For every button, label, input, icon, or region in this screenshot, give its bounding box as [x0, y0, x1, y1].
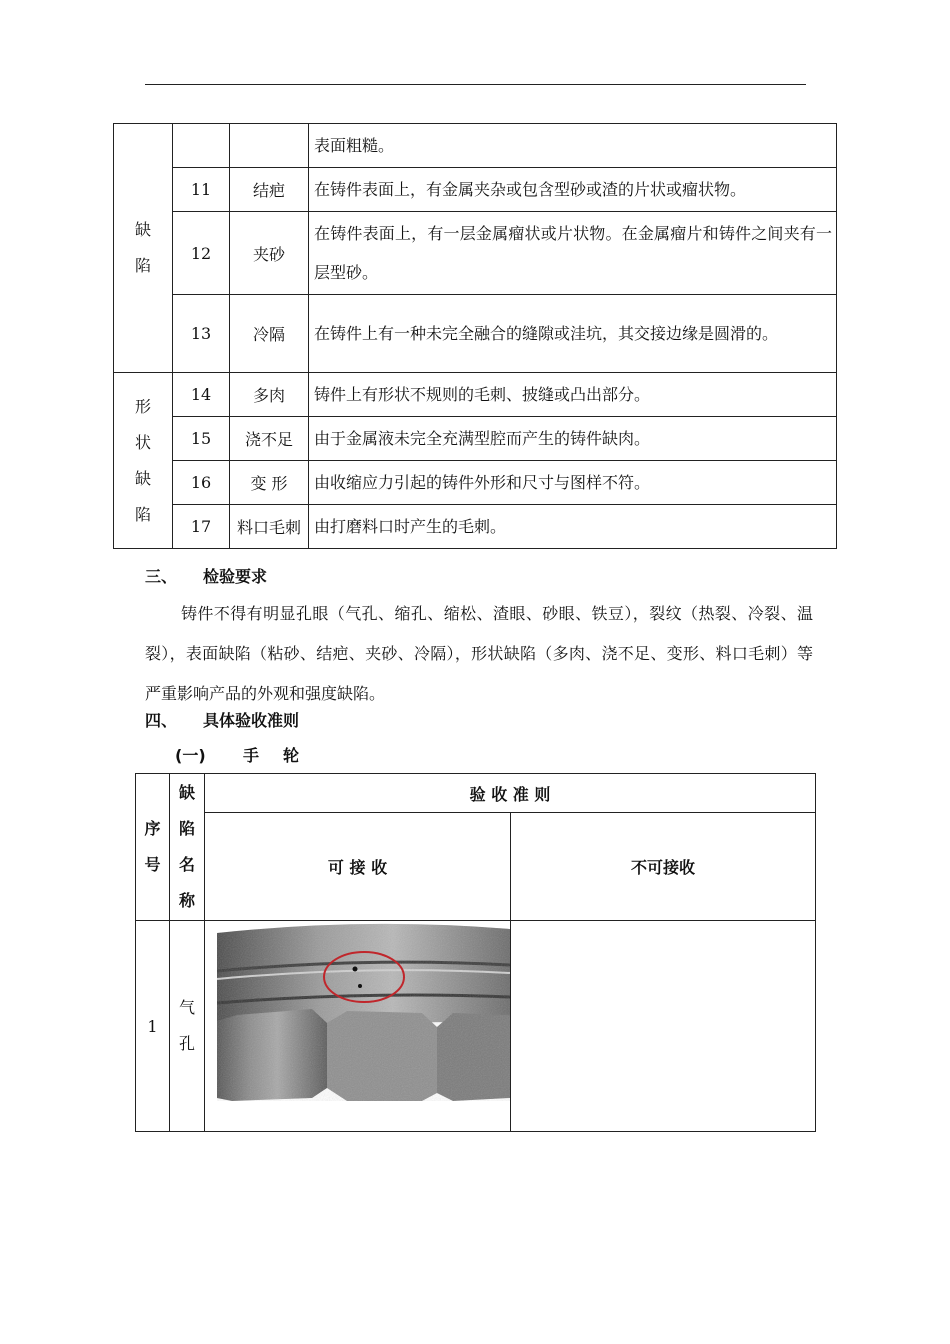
- reject-image-cell: [511, 921, 816, 1132]
- table-header-row: [136, 774, 816, 813]
- table-header-row: [136, 813, 816, 921]
- row-seq: 1: [136, 921, 170, 1132]
- table-row: [114, 373, 837, 417]
- table-row: [114, 461, 837, 505]
- defect-description: 由打磨料口时产生的毛刺。: [309, 505, 837, 549]
- defect-description: 由收缩应力引起的铸件外形和尺寸与图样不符。: [309, 461, 837, 505]
- row-number: 13: [173, 295, 230, 373]
- section-title: 检验要求: [203, 567, 268, 586]
- row-number: 17: [173, 505, 230, 549]
- acceptance-criteria-table: [135, 773, 816, 1132]
- subsection-title: 手轮: [243, 746, 324, 765]
- table-row: [136, 921, 816, 1132]
- category-cell: 形状缺陷: [114, 373, 173, 549]
- defect-description: 铸件上有形状不规则的毛刺、披缝或凸出部分。: [309, 373, 837, 417]
- defect-description: 由于金属液未完全充满型腔而产生的铸件缺肉。: [309, 417, 837, 461]
- header-defect-name: 缺陷名称: [170, 774, 205, 921]
- header-criteria: 验 收 准 则: [205, 774, 816, 813]
- defect-description: 表面粗糙。: [309, 124, 837, 168]
- table-row: [114, 417, 837, 461]
- casting-photo: [217, 923, 510, 1103]
- table-row: [114, 295, 837, 373]
- defect-name: 变 形: [230, 461, 309, 505]
- table-row: [114, 124, 837, 168]
- section-heading-criteria: [145, 708, 299, 731]
- defect-name: 浇不足: [230, 417, 309, 461]
- defect-definition-table: [113, 123, 837, 549]
- row-number: 12: [173, 212, 230, 295]
- row-number: 14: [173, 373, 230, 417]
- defect-name: 料口毛刺: [230, 505, 309, 549]
- table-row: [114, 505, 837, 549]
- defect-name: [230, 124, 309, 168]
- subsection-heading-handwheel: [175, 743, 323, 766]
- defect-name: 冷隔: [230, 295, 309, 373]
- accept-image-cell: [205, 921, 511, 1132]
- defect-description: 在铸件表面上，有一层金属瘤状或片状物。在金属瘤片和铸件之间夹有一层型砂。: [309, 212, 837, 295]
- category-cell: 缺陷: [114, 124, 173, 373]
- defect-name: 多肉: [230, 373, 309, 417]
- defect-name: 结疤: [230, 168, 309, 212]
- subsection-number: (一): [175, 746, 206, 765]
- row-number: [173, 124, 230, 168]
- row-number: 15: [173, 417, 230, 461]
- row-defect-name: 气孔: [170, 921, 205, 1132]
- header-accept: 可 接 收: [205, 813, 511, 921]
- section-number: 四、: [145, 711, 178, 730]
- table-row: [114, 212, 837, 295]
- header-seq: 序号: [136, 774, 170, 921]
- inspection-paragraph: 铸件不得有明显孔眼（气孔、缩孔、缩松、渣眼、砂眼、铁豆），裂纹（热裂、冷裂、温裂），表面缺陷（粘砂、结疤、夹砂、冷隔），形状缺陷（多肉、浇不足、变形、料口毛刺）等严重影响产品的外观和强度缺陷。: [145, 604, 813, 703]
- defect-description: 在铸件表面上，有金属夹杂或包含型砂或渣的片状或瘤状物。: [309, 168, 837, 212]
- section-number: 三、: [145, 567, 178, 586]
- row-number: 11: [173, 168, 230, 212]
- header-reject: 不可接收: [511, 813, 816, 921]
- header-rule: [145, 84, 806, 85]
- section-title: 具体验收准则: [203, 711, 300, 730]
- defect-description: 在铸件上有一种未完全融合的缝隙或洼坑，其交接边缘是圆滑的。: [309, 295, 837, 373]
- row-number: 16: [173, 461, 230, 505]
- table-row: [114, 168, 837, 212]
- section-heading-inspection: [145, 564, 267, 587]
- defect-name: 夹砂: [230, 212, 309, 295]
